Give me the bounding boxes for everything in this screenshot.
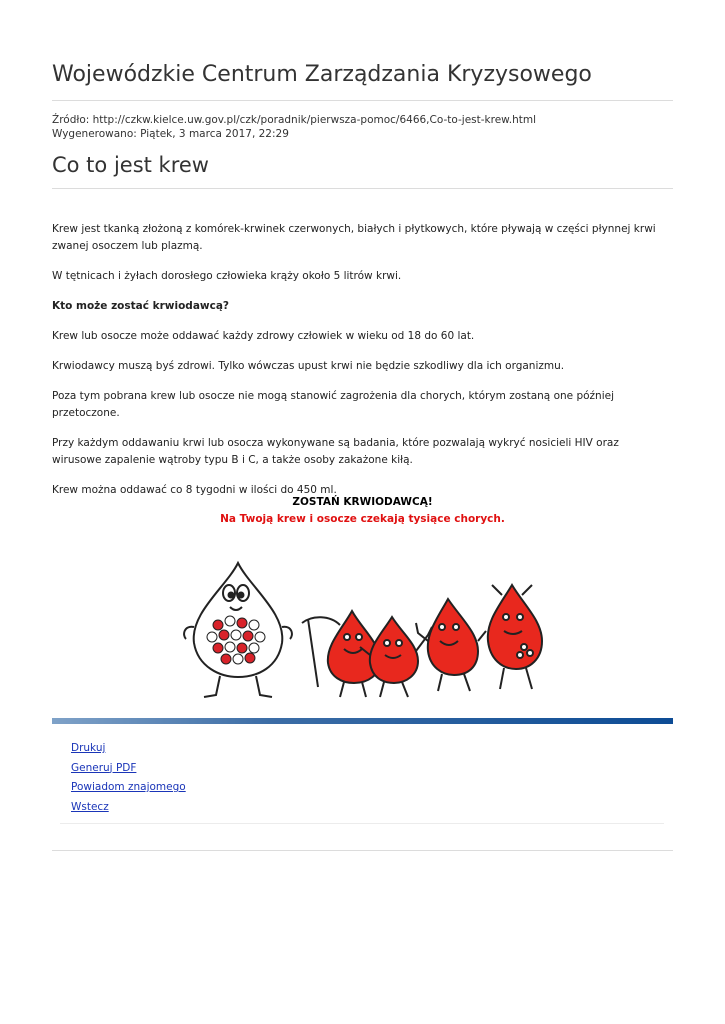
blood-drop-mascots-illustration: [180, 555, 552, 703]
footer-accent-bar: [52, 718, 673, 724]
generated-date-line: Wygenerowano: Piątek, 3 marca 2017, 22:29: [52, 128, 289, 140]
paragraph: Poza tym pobrana krew lub osocze nie mogą stanowić zagrożenia dla chorych, którym zostaną one później przetoczone.: [52, 390, 615, 419]
paragraph: W tętnicach i żyłach dorosłego człowieka krąży około 5 litrów krwi.: [52, 270, 402, 282]
links-divider: [60, 823, 664, 824]
document-meta: [52, 113, 536, 141]
paragraph: Krwiodawcy muszą byś zdrowi. Tylko wówczas upust krwi nie będzie szkodliwy dla ich organizmu.: [52, 360, 565, 372]
site-title: Wojewódzkie Centrum Zarządzania Kryzysowego: [52, 62, 592, 87]
section-heading: Kto może zostać krwiodawcą?: [52, 300, 230, 312]
red-drop-flexing: [416, 599, 486, 691]
red-drop-waving: [360, 617, 432, 697]
generate-pdf-link[interactable]: Generuj PDF: [71, 761, 137, 774]
red-drop-cells: [488, 585, 542, 689]
callout-title: ZOSTAŃ KRWIODAWCĄ!: [292, 496, 433, 508]
page-bottom-divider: [52, 850, 673, 851]
back-link[interactable]: Wstecz: [71, 800, 109, 813]
source-url-line: Źródło: http://czkw.kielce.uw.gov.pl/czk/poradnik/pierwsza-pomoc/6466,Co-to-jest-krew.html: [52, 114, 537, 126]
paragraph: Krew jest tkanką złożoną z komórek-krwinek czerwonych, białych i płytkowych, które pływają w części płynnej krwi zwanej osoczem lub plazmą.: [52, 223, 656, 252]
title-divider: [52, 100, 673, 101]
article-title: Co to jest krew: [52, 153, 209, 177]
donor-callout: [52, 494, 673, 528]
callout-subtitle: Na Twoją krew i osocze czekają tysiące chorych.: [220, 513, 505, 525]
paragraph: Krew można oddawać co 8 tygodni w ilości do 450 ml.: [52, 484, 337, 496]
article-body: [52, 221, 662, 512]
print-link[interactable]: Drukuj: [71, 742, 106, 754]
paragraph: Krew lub osocze może oddawać każdy zdrowy człowiek w wieku od 18 do 60 lat.: [52, 330, 475, 342]
footer-links: [71, 739, 186, 817]
paragraph: Przy każdym oddawaniu krwi lub osocza wykonywane są badania, które pozwalają wykryć nosicieli HIV oraz wirusowe zapalenie wątroby typu B i C, a także osoby zakażone kiłą.: [52, 437, 619, 466]
article-title-divider: [52, 188, 673, 189]
notify-friend-link[interactable]: Powiadom znajomego: [71, 781, 186, 793]
